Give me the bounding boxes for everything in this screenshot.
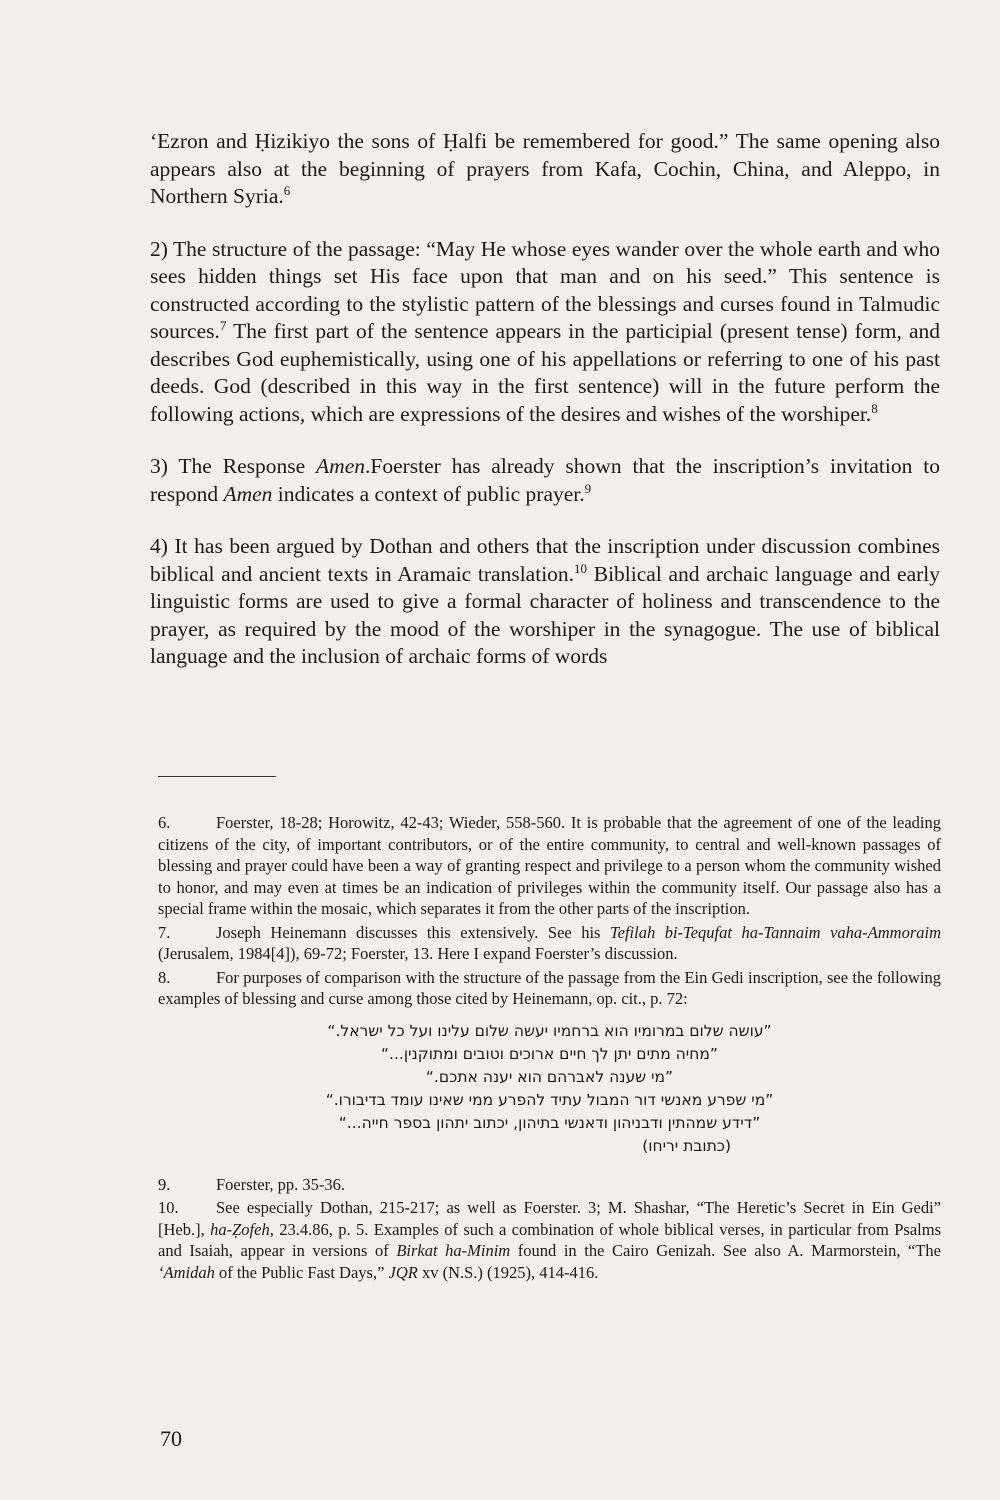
footnote-ref-8[interactable]: 8 (871, 400, 878, 416)
hebrew-line: ”עושה שלום במרומיו הוא ברחמיו יעשה שלום עלינו ועל כל ישראל.“ (327, 1021, 772, 1040)
book-title: Tefilah bi-Tequfat ha-Tannaim vaha-Ammoraim (609, 922, 941, 942)
footnote-number: 8. (158, 967, 171, 987)
main-text (150, 128, 940, 671)
footnote-ref-7[interactable]: 7 (219, 318, 227, 333)
footnotes (158, 812, 941, 1285)
hebrew-line: ”מי שענה לאברהם הוא יענה אתכם.“ (425, 1067, 674, 1086)
footnote-9: 9. Foerster, pp. 35-36. (158, 1174, 346, 1194)
footnote-number: 6. (158, 813, 171, 832)
page-number: 70 (160, 1426, 182, 1451)
footnote-8: 8. For purposes of comparison with the structure of the passage from the Ein Gedi inscription, see the following examples of blessing and curse among those cited by Heinemann, op. cit., p. 72: (158, 967, 941, 1008)
text-title: ‘Amidah (158, 1262, 215, 1282)
footnote-6: 6. Foerster, 18-28; Horowitz, 42-43; Wieder, 558-560. It is probable that the agreement of one of the leading citizens of the city, of important contributors, or of the entire community, to central and well-known passages of blessing and prayer could have been a way of granting respect and privilege to a person whom the community wished to honor, and may even at times be an indication of privileges within the community itself. Our passage also has a special frame within the mosaic, which separates it from the other parts of the inscription. (158, 813, 941, 918)
amen-term: Amen (316, 454, 365, 478)
hebrew-line: ”מי שפרע מאנשי דור המבול עתיד להפרע ממי שאינו עומד בדיבורו.“ (325, 1090, 774, 1109)
journal-title: ha-Ẓofeh (210, 1219, 270, 1239)
amen-term: Amen (223, 481, 273, 506)
footnote-number: 7. (158, 922, 171, 942)
footnote-number: 9. (158, 1174, 171, 1194)
paragraph-1: ‘Ezron and Ḥizikiyo the sons of Ḥalfi be remembered for good.” The same opening also appears also at the beginning of prayers from Kafa, Cochin, China, and Aleppo, in Northern Syria.$^6$ (150, 129, 940, 208)
footnote-10: 10. See especially Dothan, 215-217; as well as Foerster. 3; M. Shashar, “The Heretic’s Secret in Ein Gedi” [Heb.], ha-Ẓofeh, 23.4.86, p. 5. Examples of such a combination of whole biblical verses, in particular from Psalms and Isaiah, appear in versions of Birkat ha-Minim found in the Cairo Genizah. See also A. Marmorstein, “The ‘Amidah of the Public Fast Days,” JQR xv (N.S.) (1925), 414-416. (158, 1198, 942, 1282)
footnote-divider (158, 776, 276, 777)
footnote-ref-6[interactable]: 6 (283, 183, 291, 198)
hebrew-source: (כתובת יריחו) (642, 1136, 731, 1155)
hebrew-line: ”דידע שמהתין ודבניהון ודאנשי בתיהון, יכתוב יתהון בספר חייה...“ (338, 1113, 761, 1132)
journal-title: JQR (388, 1262, 418, 1282)
text-title: Birkat ha-Minim (396, 1241, 511, 1260)
footnote-7: 7. Joseph Heinemann discusses this extensively. See his Tefilah bi-Tequfat ha-Tannaim vaha-Ammoraim (Jerusalem, 1984[4]), 69-72; Foerster, 13. Here I expand Foerster’s discussion. (158, 922, 941, 963)
footnote-ref-9[interactable]: 9 (584, 480, 592, 496)
footnote-ref-10[interactable]: 10 (574, 560, 588, 576)
paragraph-3: 3) The Response Amen.Foerster has already shown that the inscription’s invitation to respond Amen indicates a context of public prayer.$^9$ (150, 454, 940, 506)
paragraph-2: 2) The structure of the passage: “May He whose eyes wander over the whole earth and who sees hidden things set His face upon that man and on his seed.” This sentence is constructed according to the stylistic pattern of the blessings and curses found in Talmudic sources.$^7$ The first part of the sentence appears in the participial (present tense) form, and describes God euphemistically, using one of his appellations or referring to one of his past deeds. God (described in this way in the first sentence) will in the future perform the following actions, which are expressions of the desires and wishes of the worshiper.$^8$ (150, 236, 940, 426)
hebrew-quotations (158, 1020, 941, 1158)
footnote-number: 10. (158, 1198, 179, 1217)
paragraph-4: 4) It has been argued by Dothan and others that the inscription under discussion combines biblical and ancient texts in Aramaic translation.$^{10}$ Biblical and archaic language and early linguistic forms are used to give a formal character of holiness and transcendence to the prayer, as required by the mood of the worshiper in the synagogue. The use of biblical language and the inclusion of archaic forms of words (150, 534, 940, 668)
hebrew-line: ”מחיה מתים יתן לך חיים ארוכים וטובים ומתוקנין...“ (381, 1044, 718, 1063)
